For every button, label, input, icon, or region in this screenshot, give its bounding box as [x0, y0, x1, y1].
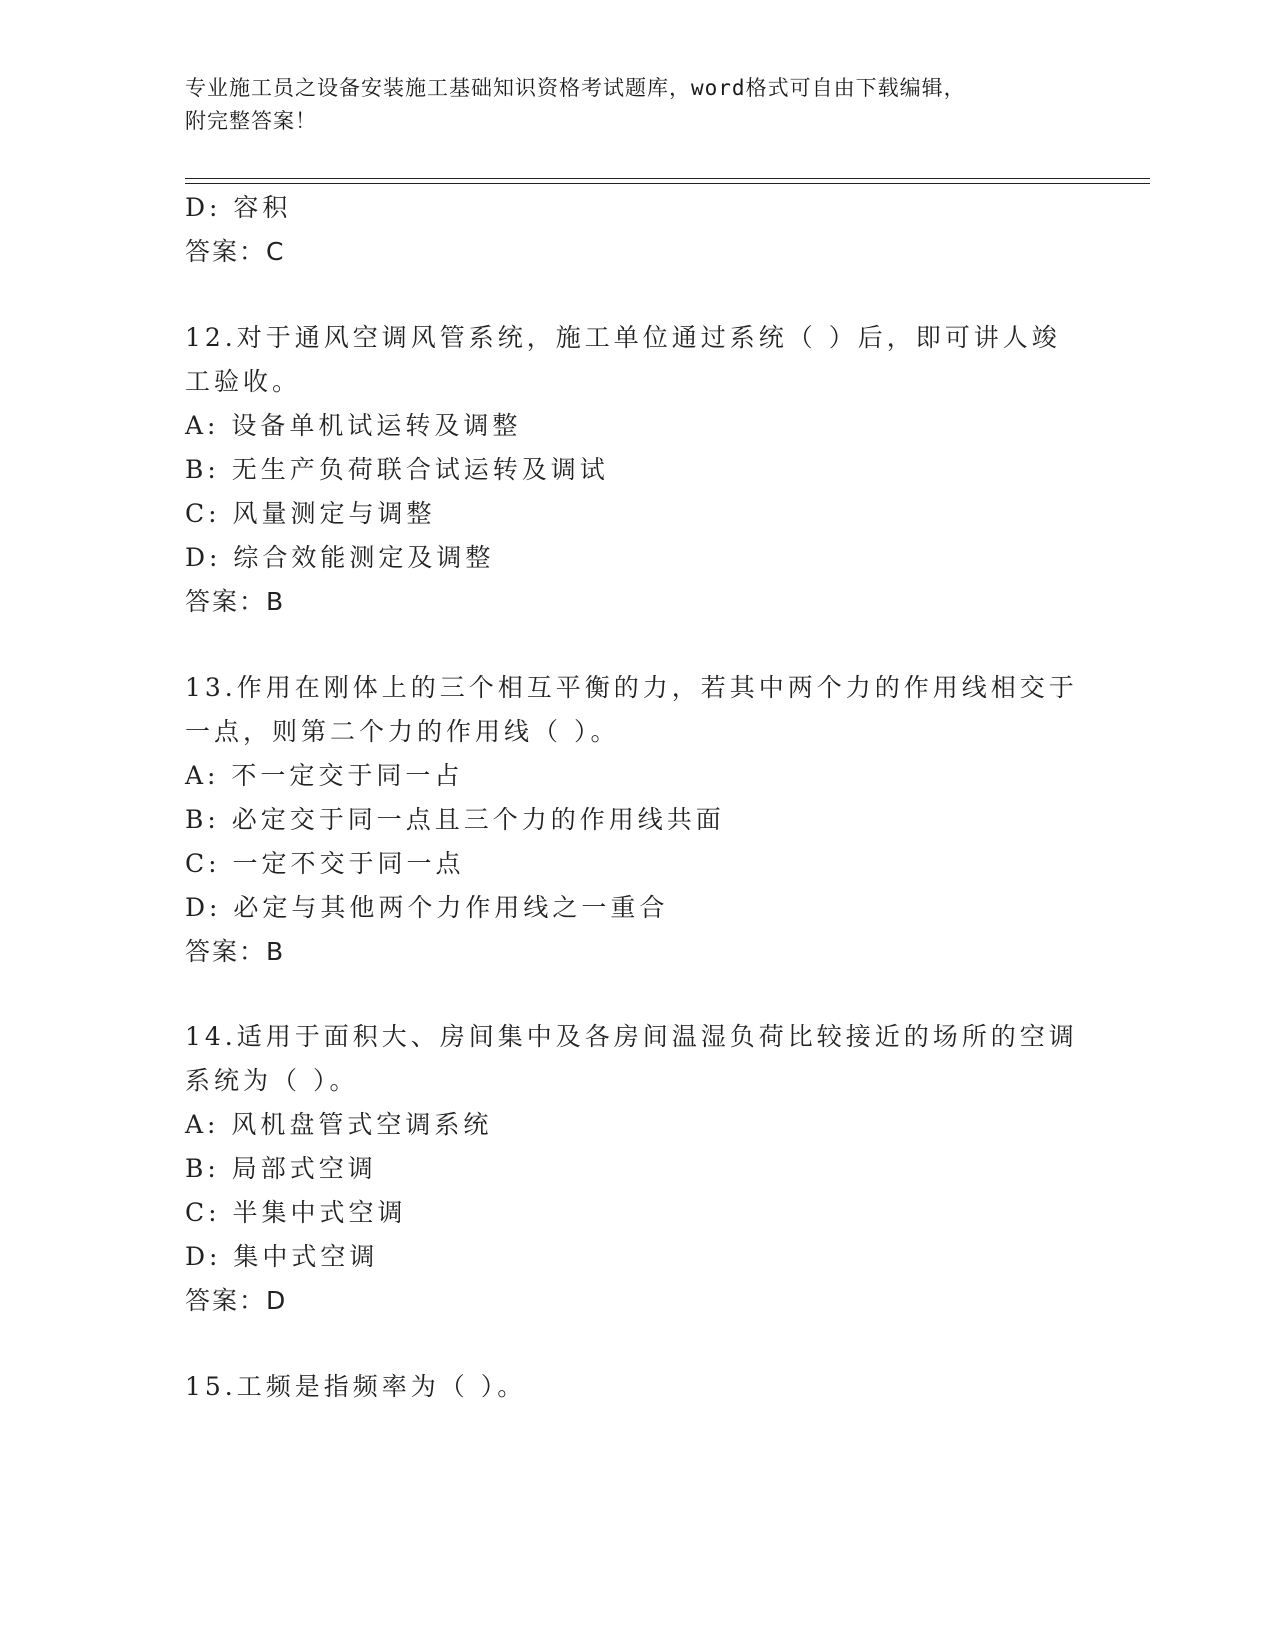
question-12-option-d: D: 综合效能测定及调整	[185, 543, 495, 572]
header-divider-bottom	[185, 183, 1150, 184]
question-12-line-1: 12.对于通风空调风管系统，施工单位通过系统（ ）后，即可讲人竣	[185, 323, 1061, 352]
question-12-line-2: 工验收。	[185, 367, 302, 396]
document-header	[185, 72, 1085, 138]
question-13-line-2: 一点，则第二个力的作用线（ ）。	[185, 717, 620, 746]
question-14-option-c: C: 半集中式空调	[185, 1198, 407, 1227]
question-13-line-1: 13.作用在刚体上的三个相互平衡的力，若其中两个力的作用线相交于	[185, 673, 1078, 702]
header-divider-top	[185, 178, 1150, 179]
question-12-option-b: B: 无生产负荷联合试运转及调试	[185, 455, 609, 484]
question-13-option-a: A: 不一定交于同一占	[185, 761, 464, 790]
question-14-option-d: D: 集中式空调	[185, 1242, 379, 1271]
question-13-option-b: B: 必定交于同一点且三个力的作用线共面	[185, 805, 725, 834]
question-14-line-2: 系统为（ ）。	[185, 1066, 359, 1095]
question-13-option-d: D: 必定与其他两个力作用线之一重合	[185, 893, 669, 922]
answer-14: 答案：D	[185, 1286, 288, 1315]
header-line-2: 附完整答案！	[185, 109, 317, 133]
question-14-line-1: 14.适用于面积大、房间集中及各房间温湿负荷比较接近的场所的空调	[185, 1022, 1078, 1051]
question-13-option-c: C: 一定不交于同一点	[185, 849, 465, 878]
answer-12: 答案：B	[185, 587, 286, 616]
answer-11: 答案：C	[185, 237, 286, 266]
answer-13: 答案：B	[185, 937, 286, 966]
option-d-prev: D: 容积	[185, 193, 292, 222]
header-line-1: 专业施工员之设备安装施工基础知识资格考试题库，word格式可自由下载编辑，	[185, 76, 966, 100]
question-12-option-a: A: 设备单机试运转及调整	[185, 411, 522, 440]
question-14-option-a: A: 风机盘管式空调系统	[185, 1110, 493, 1139]
question-14-option-b: B: 局部式空调	[185, 1154, 377, 1183]
question-12-option-c: C: 风量测定与调整	[185, 499, 436, 528]
question-15-line-1: 15.工频是指频率为（ ）。	[185, 1372, 527, 1401]
